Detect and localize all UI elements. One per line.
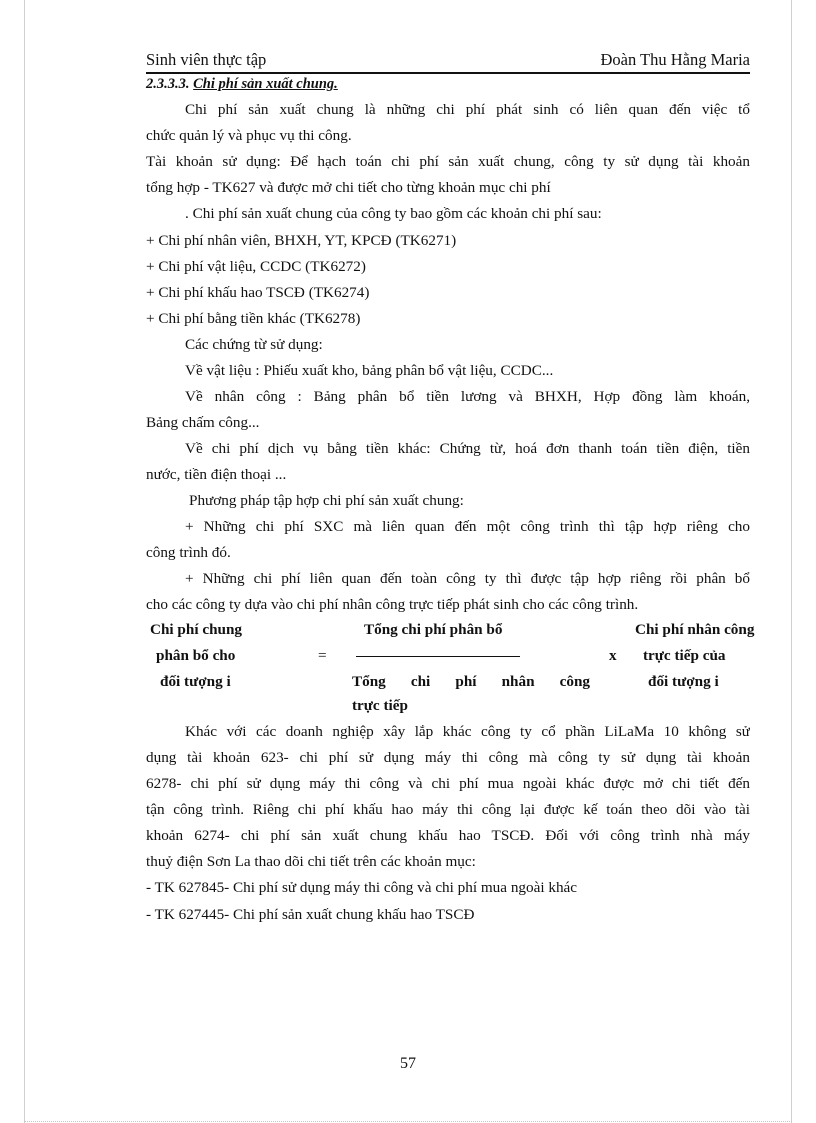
list-item: - TK 627445- Chi phí sản xuất chung khấu hao TSCĐ — [146, 906, 475, 923]
text-line: dụng tài khoản 623- chi phí sử dụng máy thi công mà công ty sử dụng tài khoản — [146, 749, 750, 766]
text-line: Về vật liệu : Phiếu xuất kho, bảng phân bổ vật liệu, CCDC... — [185, 362, 554, 379]
formula-denominator-line-1: Tổng chi phí nhân công — [352, 673, 590, 690]
page-border-right — [791, 0, 792, 1123]
formula-numerator: Tổng chi phí phân bổ — [364, 621, 503, 638]
formula-denominator-line-2: trực tiếp — [352, 697, 408, 714]
text-line: + Những chi phí liên quan đến toàn công ty thì được tập hợp riêng rồi phân bổ — [185, 570, 750, 587]
formula-right-line-3: đối tượng i — [648, 673, 719, 690]
text-line: Về chi phí dịch vụ bằng tiền khác: Chứng từ, hoá đơn thanh toán tiền điện, tiền — [185, 440, 750, 457]
text-line: Tài khoản sử dụng: Để hạch toán chi phí sản xuất chung, công ty sử dụng tài khoản — [146, 153, 750, 170]
list-item: + Chi phí nhân viên, BHXH, YT, KPCĐ (TK6271) — [146, 232, 457, 249]
text-line: cho các công ty dựa vào chi phí nhân công trực tiếp phát sinh cho các công trình. — [146, 596, 639, 613]
section-title: Chi phí sản xuất chung. — [193, 76, 338, 92]
page-header — [146, 50, 750, 72]
text-line: tận công trình. Riêng chi phí khấu hao máy thi công lại được kế toán theo dõi vào tài — [146, 801, 750, 818]
text-line: công trình đó. — [146, 544, 231, 561]
page-border-left — [24, 0, 25, 1123]
text-line: chức quản lý và phục vụ thi công. — [146, 127, 352, 144]
formula-equals-sign: = — [318, 647, 327, 664]
text-line: Các chứng từ sử dụng: — [185, 336, 323, 353]
formula-left-line-3: đối tượng i — [160, 673, 231, 690]
header-rule — [146, 72, 750, 74]
text-line: Khác với các doanh nghiệp xây lắp khác công ty cổ phần LiLaMa 10 không sử — [185, 723, 750, 740]
list-item: + Chi phí bằng tiền khác (TK6278) — [146, 310, 361, 327]
formula-right-line-1: Chi phí nhân công — [635, 621, 755, 638]
text-line: khoản 6274- chi phí sản xuất chung khấu hao TSCĐ. Đối với công trình nhà máy — [146, 827, 750, 844]
text-line: Bảng chấm công... — [146, 414, 260, 431]
formula-right-line-2: trực tiếp của — [643, 647, 726, 664]
page-bottom-divider — [24, 1121, 792, 1122]
text-line: Về nhân công : Bảng phân bổ tiền lương và BHXH, Hợp đồng làm khoán, — [185, 388, 750, 405]
section-number: 2.3.3.3. — [146, 76, 190, 92]
page-number: 57 — [400, 1055, 416, 1072]
list-item: - TK 627845- Chi phí sử dụng máy thi công và chi phí mua ngoài khác — [146, 879, 578, 896]
formula-left-line-1: Chi phí chung — [150, 621, 243, 638]
text-line: tổng hợp - TK627 và được mở chi tiết cho từng khoản mục chi phí — [146, 179, 551, 196]
text-line: + Những chi phí SXC mà liên quan đến một công trình thì tập hợp riêng cho — [185, 518, 750, 535]
text-line: . Chi phí sản xuất chung của công ty bao gồm các khoản chi phí sau: — [185, 205, 602, 222]
text-line: Chi phí sản xuất chung là những chi phí phát sinh có liên quan đến việc tổ — [185, 101, 750, 118]
text-line: nước, tiền điện thoại ... — [146, 466, 287, 483]
text-line: Phương pháp tập hợp chi phí sản xuất chung: — [189, 492, 464, 509]
list-item: + Chi phí khấu hao TSCĐ (TK6274) — [146, 284, 370, 301]
header-student-label: Sinh viên thực tập — [146, 50, 267, 69]
formula-fraction-bar — [356, 656, 520, 657]
text-line: 6278- chi phí sử dụng máy thi công và chi phí mua ngoài khác được mở chi tiết đến — [146, 775, 750, 792]
formula-times-sign: x — [609, 647, 617, 664]
header-author-name: Đoàn Thu Hằng Maria — [600, 50, 750, 69]
formula-left-line-2: phân bổ cho — [156, 647, 236, 664]
text-line: thuỷ điện Sơn La thao dõi chi tiết trên các khoản mục: — [146, 853, 476, 870]
section-heading — [146, 76, 338, 93]
list-item: + Chi phí vật liệu, CCDC (TK6272) — [146, 258, 366, 275]
